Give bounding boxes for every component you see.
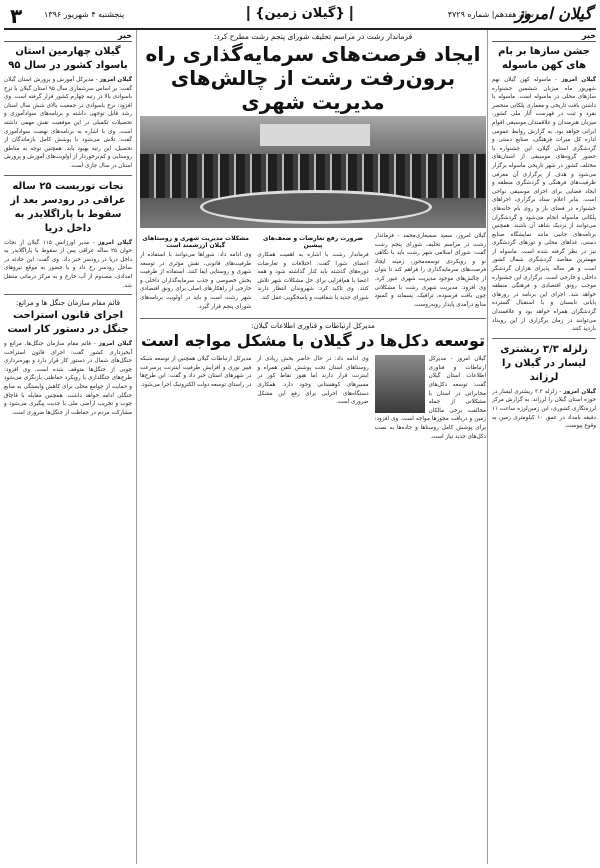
- right-column: [487, 30, 596, 864]
- story-text: وی ادامه داد: در حال حاضر بخش زیادی از روستاهای استان تحت پوشش تلفن همراه و اینترنت قرار دارند اما هنوز نقاط کور در مسیرهای کوهستانی وجود دارد. همکاری دستگاه‌های اجرایی برای رفع این مشکل ضروری است.: [257, 356, 369, 406]
- story-lead: گیلان امروز: [98, 341, 132, 348]
- news-kicker: خبر: [4, 30, 132, 42]
- portrait-photo: [375, 355, 425, 413]
- issue-date: پنجشنبه ۴ شهریور ۱۳۹۶: [44, 10, 125, 19]
- secondary-headline: توسعه دکل‌ها در گیلان با مشکل مواجه است: [140, 331, 486, 351]
- story-column: [257, 232, 368, 314]
- story-text: مدیرکل ارتباطات گیلان همچنین از توسعه شبکه فیبر نوری و افزایش ظرفیت اینترنت پرسرعت در شهرهای استان خبر داد و گفت: این طرح‌ها در راستای توسعه دولت الکترونیک اجرا می‌شود.: [140, 356, 252, 388]
- headline-kicker: مدیرکل ارتباطات و فناوری اطلاعات گیلان:: [140, 318, 486, 330]
- divider: [4, 175, 132, 176]
- story-body: [492, 388, 596, 431]
- masthead: [4, 4, 596, 30]
- secondary-story-columns: [140, 355, 486, 444]
- story-title: گیلان چهارمین استان باسواد کشور در سال ۹۵: [8, 46, 128, 71]
- story-title: جشن سازها بر بام های کهن ماسوله: [498, 46, 590, 71]
- story-subhead: مشکلات مدیریت شهری و روستاهای گیلان ارزشمند است: [142, 235, 249, 249]
- main-story-columns: [140, 232, 486, 314]
- photo-table: [200, 190, 432, 224]
- story-text: وی ادامه داد: شوراها می‌توانند با استفاده از ظرفیت‌های قانونی، نقش مؤثری در توسعه شهری و روستایی ایفا کنند. استفاده از ظرفیت بخش خصوصی و جذب سرمایه‌گذاران داخلی و خارجی از راهکارهای اصلی برای رونق اقتصادی شهر رشت است و باید در اولویت برنامه‌های شورای پنجم قرار گیرد.: [140, 252, 252, 310]
- news-kicker: خبر: [492, 30, 596, 42]
- story-lead: گیلان امروز: [99, 77, 132, 83]
- story-title: نجات توریست ۲۵ ساله عراقی در رودسر بعد از سقوط با پاراگلایدر به داخل دریا: [10, 180, 126, 234]
- headline-kicker: فرماندار رشت در مراسم تحلیف شورای پنجم رشت مطرح کرد:: [213, 32, 413, 41]
- main-headline: ایجاد فرصت‌های سرمایه‌گذاری راه برون‌رفت رشت از چالش‌های مدیریت شهری: [145, 42, 481, 114]
- story-lead: گیلان امروز: [563, 388, 596, 395]
- issue-number: سال هفدهم| شماره ۴۷۲۹: [447, 10, 534, 19]
- story-lead: گیلان امروز: [98, 239, 132, 246]
- headline-kicker: قائم مقام سازمان جنگل ها و مراتع:: [16, 299, 120, 308]
- story-title: زلزله ۳/۳ ریشتری لیسار در گیلان را لرزاند: [500, 343, 588, 383]
- story-subhead: ضرورت رفع تعارضات و ضعف‌های پیشین: [263, 235, 363, 249]
- story-body: [492, 76, 596, 334]
- story-lead: گیلان امروز: [561, 77, 596, 83]
- story-column: [257, 355, 368, 444]
- story-body: [4, 76, 132, 171]
- story-body: [4, 239, 132, 291]
- story-column: [140, 355, 251, 444]
- story-text: - مدیر اورژانس ۱۱۵ گیلان از نجات جوان ۲۵ ساله عراقی پس از سقوط با پاراگلایدر به داخل دریا در رودسر خبر داد. وی گفت: این حادثه در ساحل رودسر رخ داد و با حضور به موقع نیروهای امدادی، مصدوم از آب خارج و به مرکز درمانی منتقل شد.: [4, 239, 133, 289]
- story-text: - ماسوله کهن گیلان نهم شهریور ماه میزبان ششمین جشنواره سازهای محلی در ماسوله است. ماسوله با داشتن بافت تاریخی و معماری پلکانی منحصر بفرد و ثبت در فهرست آثار ملی کشور، میزبان هنرمندان و علاقمندان موسیقی اقوام ایرانی خواهد بود. به گزارش روابط عمومی اداره کل میراث فرهنگی، صنایع دستی و گردشگری استان گیلان، این جشنواره با حضور گروه‌های موسیقی از استان‌های مختلف کشور در شهر تاریخی ماسوله برگزار می‌شود و هدف از برگزاری آن معرفی ظرفیت‌های فرهنگی و گردشگری منطقه و ایجاد فضایی برای اجرای موسیقی نواحی است. بنابر اعلام ستاد برگزاری، اجراهای جشنواره در فضای باز و روی بام خانه‌های پلکانی ماسوله انجام می‌شود و گردشگران می‌توانند از نزدیک شاهد آن باشند. همچنین برنامه‌های جانبی مانند نمایشگاه صنایع دستی، غذاهای محلی و تورهای گردشگری نیز در نظر گرفته شده است. ماسوله از مهمترین مقاصد گردشگری شمال کشور است و هر ساله پذیرای هزاران گردشگر داخلی و خارجی است. برگزاری این جشنواره موجب رونق اقتصادی و فرهنگی منطقه خواهد شد. اجرای این برنامه در روزهای پایانی تابستان و با استقبال گسترده گردشگران همراه خواهد بود و علاقمندان می‌توانند در زمان برگزاری از این رویداد بازدید کنند.: [492, 77, 596, 333]
- main-column: [140, 30, 486, 864]
- story-column: [375, 355, 486, 444]
- story-column: [375, 232, 486, 314]
- story-body: [4, 340, 132, 417]
- story-title: اجرای قانون استراحت جنگل در دستور کار است: [7, 310, 129, 336]
- page-number: ۳: [10, 4, 23, 28]
- story-column: [140, 232, 251, 314]
- section-title: {گیلان زمین}: [247, 6, 352, 21]
- photo-banner: [260, 124, 370, 146]
- story-text: گیلان امروز، سعید سمیعاری‌محمد - فرماندار رشت در مراسم تحلیف شورای پنجم رشت گفت: شورای اسلامی شهر رشت باید با نگاهی نو و رویکردی توسعه‌محور، زمینه ایجاد فرصت‌های سرمایه‌گذاری را فراهم کند تا بتوان از چالش‌های موجود مدیریت شهری عبور کرد. وی افزود: مدیریت شهری رشت با مشکلاتی چون بافت فرسوده، ترافیک، پسماند و کمبود منابع درآمدی پایدار روبه‌روست.: [374, 233, 486, 308]
- newspaper-logo: گیلان امروز: [515, 4, 592, 23]
- left-column: [4, 30, 137, 864]
- story-text: - قائم مقام سازمان جنگل‌ها، مراتع و آبخیزداری کشور گفت: اجرای قانون استراحت جنگل‌های شمال در دستور کار قرار دارد و بهره‌برداری چوبی از جنگل‌ها متوقف شده است. وی افزود: طرح‌های جنگلداری با رویکرد حفاظتی بازنگری می‌شود و حمایت از جوامع محلی برای کاهش وابستگی به منابع جنگلی ادامه خواهد داشت. همچنین مقابله با قاچاق چوب و تخریب اراضی ملی با جدیت پیگیری می‌شود و مشارکت مردم در حفاظت از جنگل‌ها ضروری است.: [4, 341, 132, 416]
- story-text: - زلزله ۳.۳ ریشتری لیسار در حوزه استان گیلان را لرزاند. به گزارش مرکز لرزه‌نگاری کشوری، این زمین‌لرزه ساعت ۱۱ دقیقه بامداد در عمق ۱۰ کیلومتری زمین به وقوع پیوست.: [492, 388, 596, 430]
- story-text: گیلان امروز - مدیرکل ارتباطات و فناوری اطلاعات استان گیلان گفت: توسعه دکل‌های مخابراتی در استان با مشکلاتی از جمله مخالفت برخی مالکان زمین و دریافت مجوزها مواجه است. وی افزود: برای پوشش کامل روستاها و جاده‌ها به نصب دکل‌های جدید نیاز است.: [374, 356, 486, 440]
- news-photo: [140, 116, 486, 228]
- divider: [492, 338, 596, 339]
- divider: [4, 294, 132, 295]
- story-text: فرماندار رشت با اشاره به اهمیت همکاری اعضای شورا گفت: اختلافات و تعارضات دوره‌های گذشته باید کنار گذاشته شود و همه اعضا با هم‌افزایی برای حل مشکلات شهر تلاش کنند. وی تاکید کرد: شهروندان انتظار دارند شورای جدید با شفافیت و پاسخگویی عمل کند.: [257, 252, 369, 301]
- story-text: - مدیرکل آموزش و پرورش استان گیلان گفت: بر اساس سرشماری سال ۹۵ استان گیلان با نرخ باسوادی بالا در رتبه چهارم کشور قرار گرفته است. وی افزود: نرخ باسوادی در جمعیت بالای شش سال استان رشد قابل توجهی داشته و برنامه‌های سوادآموزی و تحصیلات تکمیلی در این موفقیت نقش مهمی داشته است. وی با اشاره به برنامه‌های نهضت سوادآموزی گفت: تلاش می‌شود با پوشش کامل بازماندگان از تحصیل، این رتبه بهبود یابد. همچنین توجه به مناطق روستایی و کم‌برخوردار از اولویت‌های آموزش و پرورش استان در سال جاری است.: [4, 77, 132, 169]
